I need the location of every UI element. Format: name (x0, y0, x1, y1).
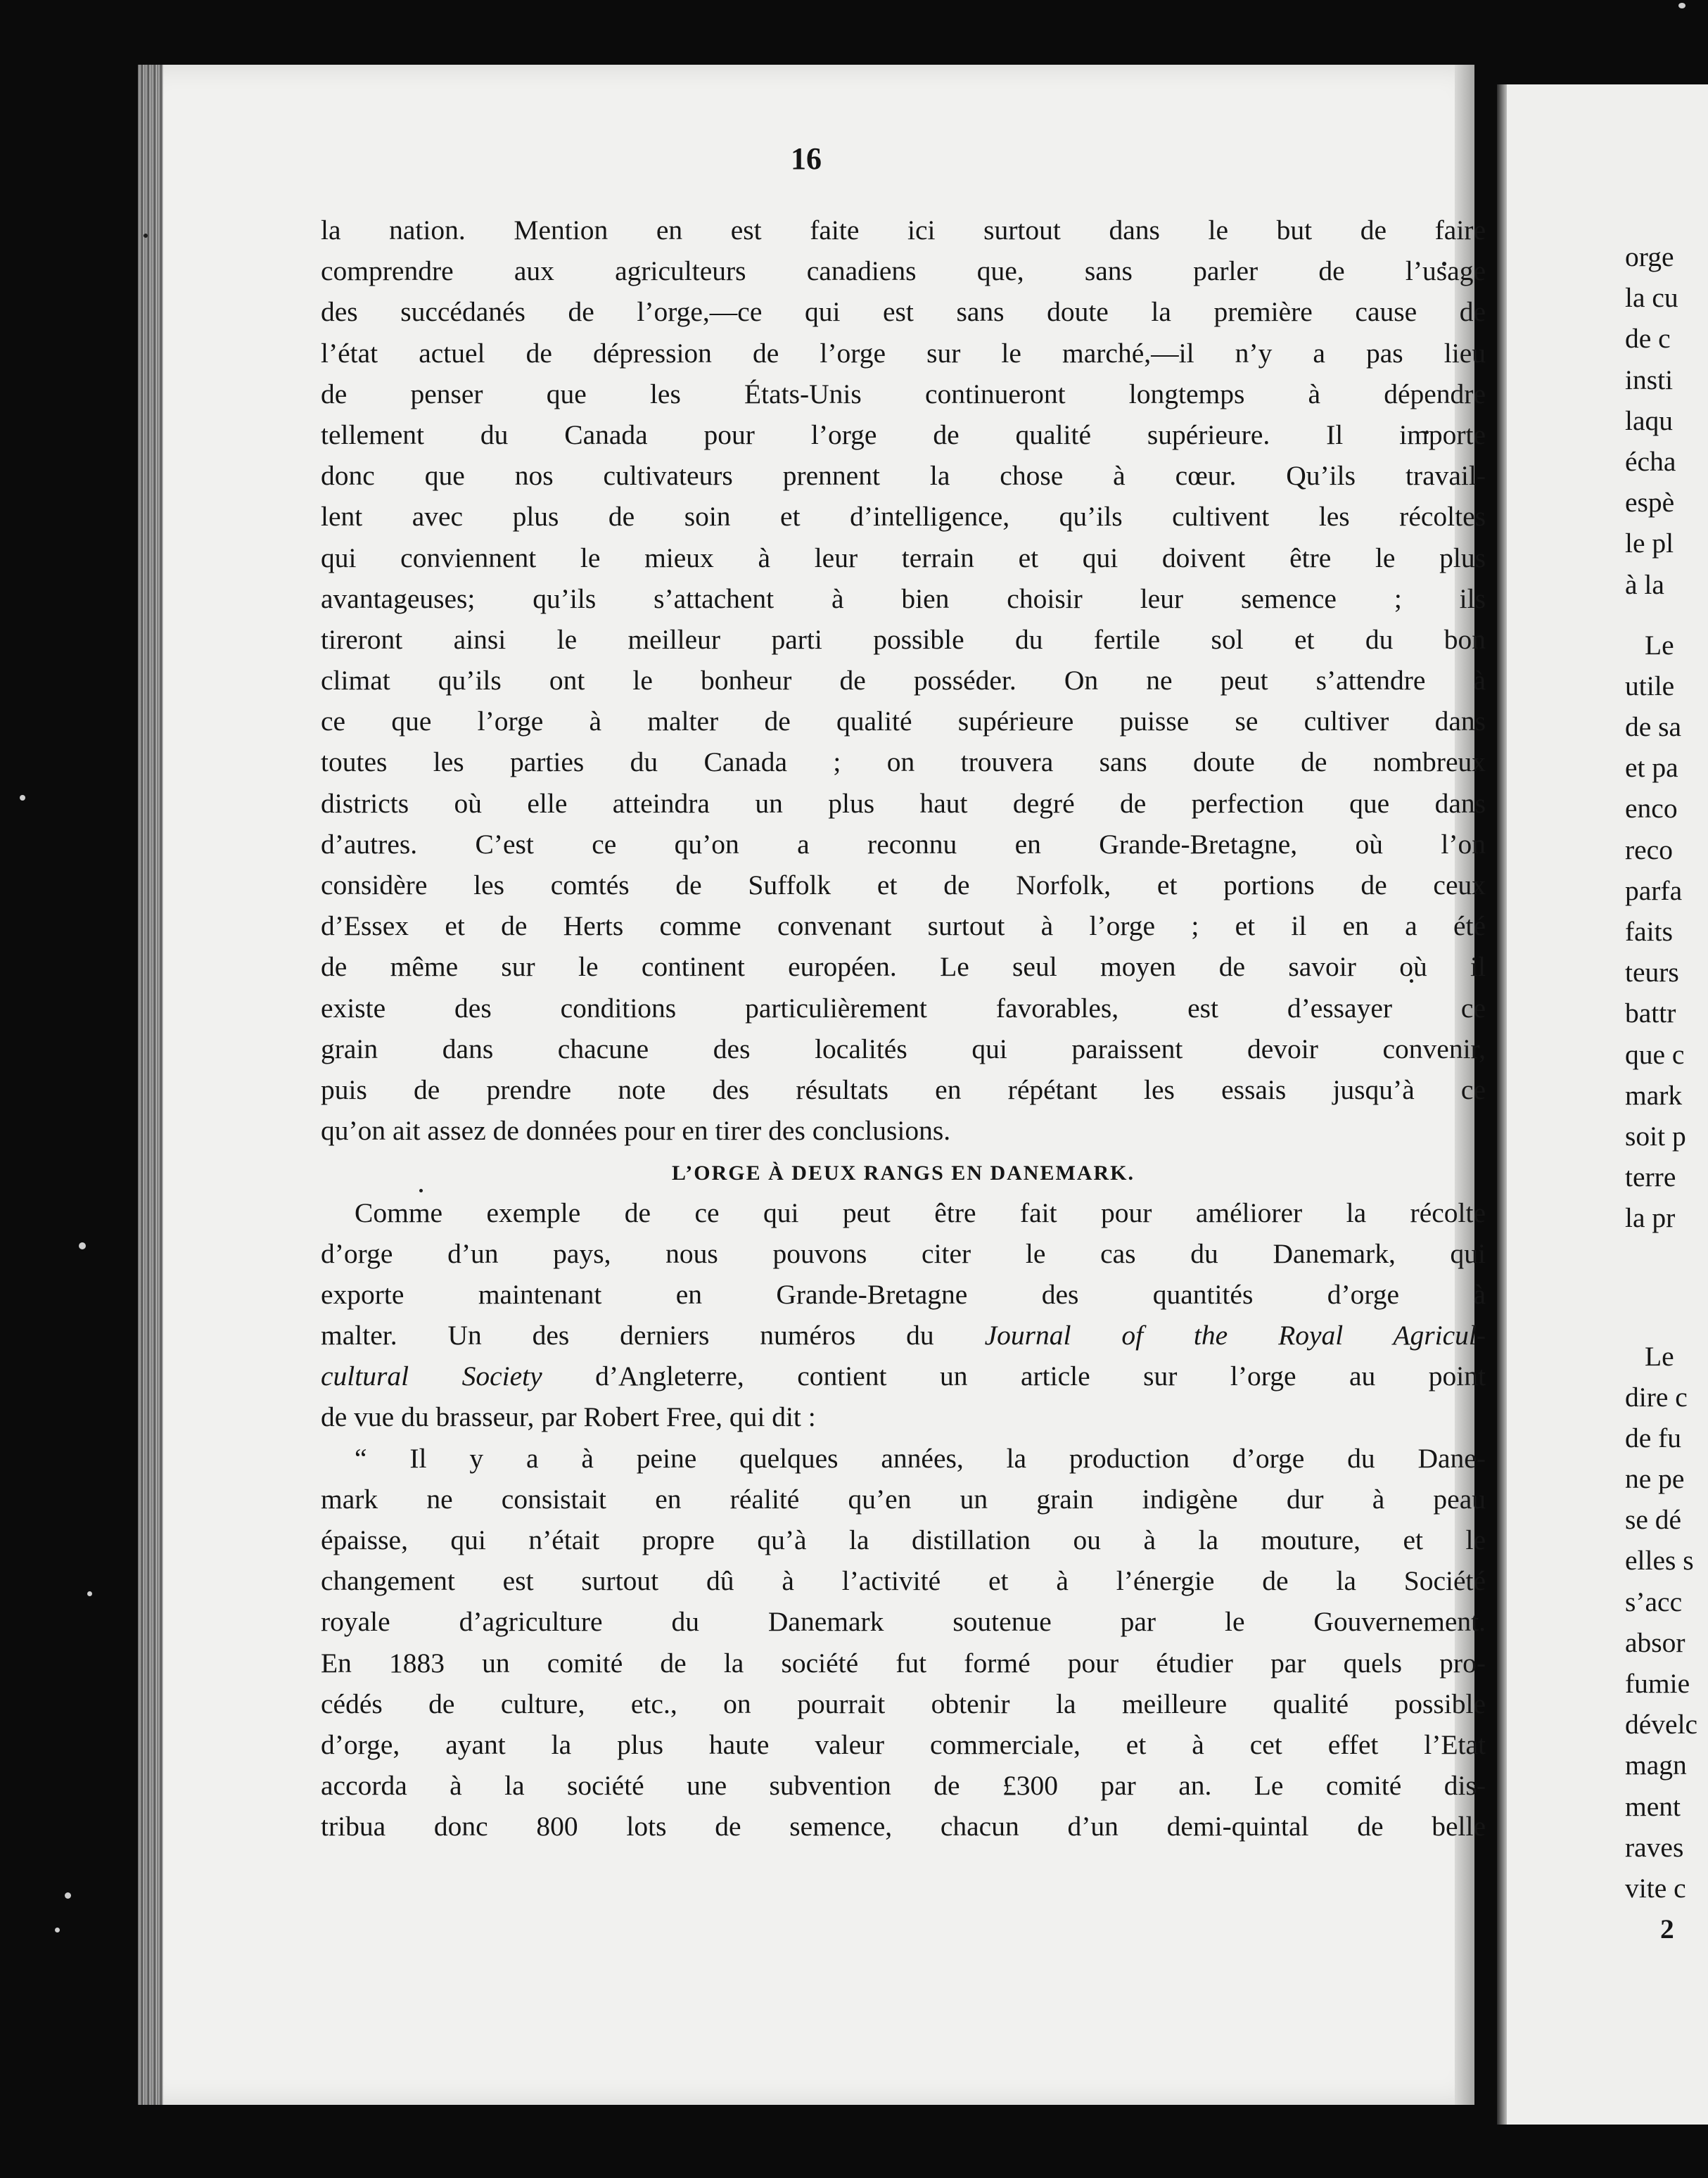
text-fragment: malter. Un des derniers numéros du (321, 1320, 934, 1351)
right-text-line: s’acc (1625, 1586, 1683, 1617)
right-text-line: vite c (1625, 1872, 1686, 1904)
right-page-text (1625, 236, 1697, 1949)
page-number: 16 (791, 141, 822, 176)
text-line: toutes les parties du Canada ; on trouvera sans doute de nombreux (321, 746, 1486, 778)
text-line: de même sur le continent européen. Le seul moyen de savoir où il (321, 951, 1486, 983)
text-line: exporte maintenant en Grande-Bretagne des quantités d’orge à (321, 1278, 1486, 1310)
right-text-line: laqu (1625, 405, 1674, 436)
quote-line: accorda à la société une subvention de £300 par an. Le comité dis- (321, 1770, 1486, 1802)
right-text-line: de sa (1625, 711, 1682, 743)
right-text-line: faits (1625, 916, 1674, 947)
journal-title-cont: cultural Society (321, 1361, 542, 1392)
right-text-line: espè (1625, 487, 1675, 518)
text-line: considère les comtés de Suffolk et de Norfolk, et portions de ceux (321, 870, 1486, 900)
right-text-line: parfa (1625, 874, 1683, 906)
right-page (1497, 84, 1708, 2125)
text-line: climat qu’ils ont le bonheur de posséder. On ne peut s’attendre à (321, 665, 1486, 696)
right-text-line: teurs (1625, 957, 1679, 988)
right-text-line: la cu (1625, 282, 1678, 314)
text-line: Comme exemple de ce qui peut être fait pour améliorer la récolte (355, 1197, 1486, 1228)
right-page-edge (1497, 84, 1507, 2125)
text-line: d’Essex et de Herts comme convenant surtout à l’orge ; et il en a été (321, 910, 1486, 942)
right-text-line: de fu (1625, 1422, 1682, 1453)
text-line: tellement du Canada pour l’orge de qualité supérieure. Il importe (321, 419, 1486, 450)
quote-line: d’orge, ayant la plus haute valeur commerciale, et à cet effet l’Etat (321, 1728, 1486, 1760)
text-line: comprendre aux agriculteurs canadiens que, sans parler de l’usage (321, 255, 1486, 287)
quote-line: En 1883 un comité de la société fut formé pour étudier par quels pro- (321, 1647, 1486, 1679)
quote-line: tribua donc 800 lots de semence, chacun d’un demi-quintal de belle (321, 1811, 1486, 1842)
right-text-line: dévelc (1625, 1709, 1698, 1740)
right-text-line: le pl (1625, 528, 1674, 559)
right-text-line: ne pe (1625, 1463, 1685, 1495)
text-line: ce que l’orge à malter de qualité supérieure puisse se cultiver dans (321, 706, 1486, 737)
right-text-line: reco (1625, 834, 1673, 865)
text-line: existe des conditions particulièrement favorables, est d’essayer ce (321, 992, 1486, 1024)
right-text-line: et pa (1625, 752, 1678, 784)
signature-mark: 2 (1660, 1913, 1674, 1945)
right-text-line: insti (1625, 364, 1674, 395)
right-text-line: Le (1645, 629, 1674, 661)
text-line: avantageuses; qu’ils s’attachent à bien choisir leur semence ; ils (321, 582, 1486, 614)
text-line: tireront ainsi le meilleur parti possible du fertile sol et du bon (321, 623, 1486, 655)
right-text-line: utile (1625, 670, 1675, 701)
text-line: districts où elle atteindra un plus haut degré de perfection que dans (321, 787, 1486, 819)
quote-line: royale d’agriculture du Danemark soutenue par le Gouvernement. (321, 1606, 1486, 1638)
right-text-line: se dé (1625, 1504, 1682, 1536)
right-text-line: ment (1625, 1790, 1681, 1822)
quote-line: changement est surtout dû à l’activité et à l’énergie de la Société (321, 1565, 1486, 1597)
right-text-line: écha (1625, 445, 1676, 477)
text-line: d’autres. C’est ce qu’on a reconnu en Grande-Bretagne, où l’on (321, 828, 1486, 860)
right-text-line: raves (1625, 1831, 1684, 1863)
text-line: grain dans chacune des localités qui paraissent devoir convenir, (321, 1033, 1486, 1064)
right-text-line: orge (1625, 241, 1674, 272)
left-page (138, 65, 1486, 2105)
right-text-line: la pr (1625, 1202, 1676, 1234)
page-body (321, 210, 1486, 1847)
text-line: d’orge d’un pays, nous pouvons citer le cas du Danemark, qui (321, 1237, 1486, 1269)
right-text-line: Le (1645, 1340, 1674, 1372)
text-line: qu’on ait assez de données pour en tirer des conclusions. (321, 1115, 951, 1147)
section-heading: L’ORGE À DEUX RANGS EN DANEMARK. (672, 1161, 1135, 1185)
page-gutter (138, 65, 163, 2105)
quote-line: cédés de culture, etc., on pourrait obtenir la meilleure qualité possible (321, 1688, 1486, 1719)
text-line: de penser que les États-Unis continueront longtemps à dépendre (321, 378, 1486, 409)
right-text-line: dire c (1625, 1381, 1688, 1413)
text-line: l’état actuel de dépression de l’orge sur le marché,—il n’y a pas lieu (321, 337, 1486, 369)
right-text-line: terre (1625, 1161, 1676, 1193)
right-text-line: fumie (1625, 1668, 1690, 1699)
text-line (321, 1315, 1486, 1356)
text-line: qui conviennent le mieux à leur terrain et qui doivent être le plus (321, 542, 1486, 573)
right-text-line: de c (1625, 323, 1671, 355)
text-line: puis de prendre note des résultats en répétant les essais jusqu’à ce (321, 1074, 1486, 1105)
text-line: lent avec plus de soin et d’intelligence, qu’ils cultivent les récoltes (321, 501, 1486, 533)
right-text-line: battr (1625, 998, 1676, 1029)
quote-line: “ Il y a à peine quelques années, la production d’orge du Dane- (355, 1442, 1486, 1474)
right-text-line: enco (1625, 793, 1678, 824)
text-fragment: d’Angleterre, contient un article sur l’orge au point (595, 1361, 1486, 1392)
text-line (321, 1356, 1486, 1396)
text-line: des succédanés de l’orge,—ce qui est sans doute la première cause de (321, 296, 1486, 328)
right-text-line: soit p (1625, 1120, 1686, 1152)
right-text-line: magn (1625, 1750, 1687, 1781)
right-text-line: absor (1625, 1626, 1685, 1658)
journal-title: Journal of the Royal Agricul- (984, 1320, 1486, 1351)
quote-line: épaisse, qui n’était propre qu’à la distillation ou à la mouture, et le (321, 1524, 1486, 1555)
right-text-line: à la (1625, 568, 1664, 600)
right-text-line: que c (1625, 1038, 1685, 1070)
right-text-line: elles s (1625, 1545, 1694, 1577)
quote-line: mark ne consistait en réalité qu’en un grain indigène dur à peau (321, 1483, 1486, 1515)
text-line: de vue du brasseur, par Robert Free, qui dit : (321, 1401, 816, 1433)
text-line: la nation. Mention en est faite ici surtout dans le but de faire (321, 215, 1486, 246)
right-text-line: mark (1625, 1079, 1683, 1111)
text-line: donc que nos cultivateurs prennent la chose à cœur. Qu’ils travail- (321, 460, 1486, 492)
